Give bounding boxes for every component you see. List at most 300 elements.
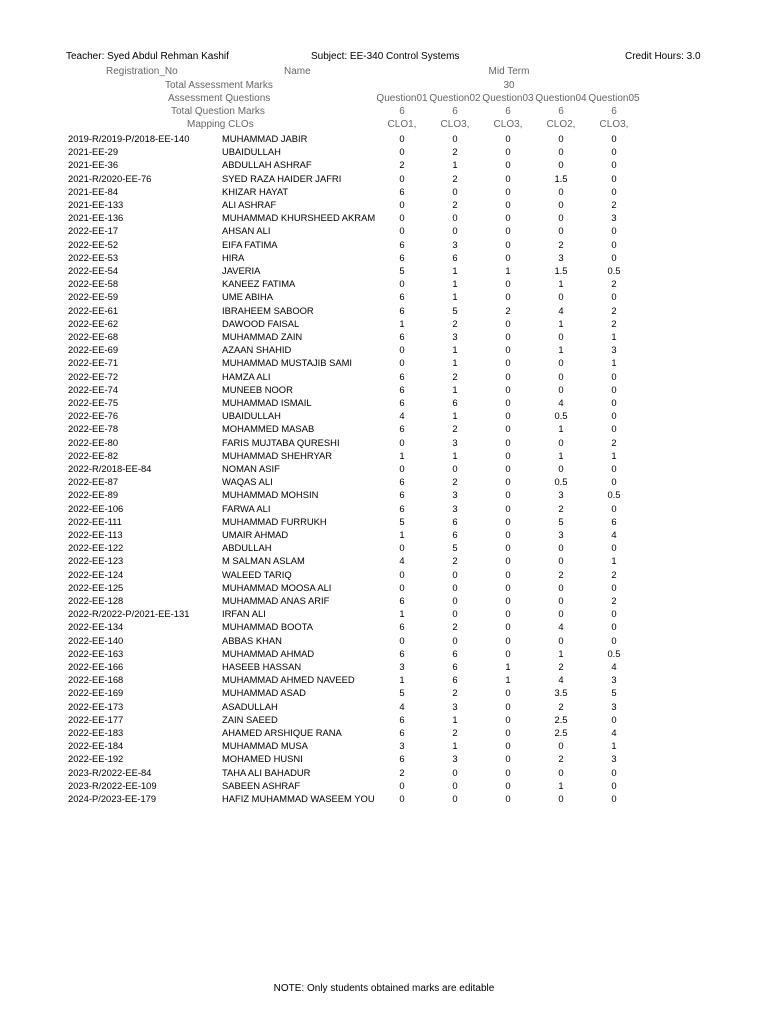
mid-term-label: Mid Term xyxy=(488,66,530,77)
mark-cell-q5[interactable]: 0 xyxy=(611,608,617,620)
mark-cell-q5[interactable]: 4 xyxy=(611,529,617,540)
mark-cell-q2[interactable]: 6 xyxy=(452,251,458,263)
registration-cell: 2022-EE-125 xyxy=(68,581,124,593)
mark-cell-q1[interactable]: 1 xyxy=(399,608,405,620)
registration-cell: 2022-EE-78 xyxy=(68,423,119,435)
mark-cell-q3[interactable]: 0 xyxy=(505,185,511,197)
mark-cell-q3[interactable]: 0 xyxy=(505,700,511,712)
mark-cell-q1[interactable]: 6 xyxy=(399,476,405,488)
mark-cell-q2[interactable]: 0 xyxy=(452,581,458,593)
registration-cell: 2022-EE-72 xyxy=(68,370,119,382)
mark-cell-q5[interactable]: 0 xyxy=(611,238,617,250)
mark-cell-q4[interactable]: 0 xyxy=(558,291,564,303)
mark-cell-q3[interactable]: 0 xyxy=(505,713,511,725)
mark-cell-q3[interactable]: 0 xyxy=(505,581,511,593)
mark-cell-q2[interactable]: 1 xyxy=(452,278,458,290)
mark-cell-q3[interactable]: 0 xyxy=(505,529,511,540)
mark-cell-q4[interactable]: 3 xyxy=(558,529,564,540)
registration-column-header: Registration_No xyxy=(106,66,178,77)
mark-cell-q2[interactable]: 3 xyxy=(452,331,458,342)
mark-cell-q2[interactable]: 0 xyxy=(452,568,458,580)
mark-cell-q4[interactable]: 1 xyxy=(558,344,564,356)
registration-cell: 2022-EE-173 xyxy=(68,700,124,712)
mark-cell-q4[interactable]: 5 xyxy=(558,515,564,527)
mark-cell-q3[interactable]: 2 xyxy=(505,304,511,316)
name-cell: SABEEN ASHRAF xyxy=(222,779,301,791)
mark-cell-q2[interactable]: 1 xyxy=(452,383,458,395)
mark-cell-q3[interactable]: 0 xyxy=(505,172,511,184)
mark-cell-q3[interactable]: 1 xyxy=(505,661,511,672)
mark-cell-q5[interactable]: 0 xyxy=(611,766,617,778)
registration-cell: 2023-R/2022-EE-109 xyxy=(68,779,157,791)
mark-cell-q5[interactable]: 0 xyxy=(611,713,617,725)
mark-cell-q2[interactable]: 2 xyxy=(452,476,458,488)
mark-cell-q1[interactable]: 0 xyxy=(399,463,405,474)
mark-cell-q3[interactable]: 0 xyxy=(505,133,511,144)
name-cell: KANEEZ FATIMA xyxy=(222,278,296,290)
mark-cell-q5[interactable]: 0 xyxy=(611,133,617,144)
mark-cell-q2[interactable]: 6 xyxy=(452,397,458,408)
mark-cell-q4[interactable]: 0 xyxy=(558,595,564,606)
mark-cell-q5[interactable]: 0 xyxy=(611,410,617,422)
mark-cell-q2[interactable]: 0 xyxy=(452,793,458,804)
mark-cell-q1[interactable]: 0 xyxy=(399,212,405,224)
mark-cell-q3[interactable]: 0 xyxy=(505,687,511,699)
mark-cell-q4[interactable]: 4 xyxy=(558,304,564,316)
mark-cell-q1[interactable]: 6 xyxy=(399,621,405,633)
name-cell: HAFIZ MUHAMMAD WASEEM YOU xyxy=(222,793,375,804)
mark-cell-q5[interactable]: 2 xyxy=(611,304,617,316)
mark-cell-q2[interactable]: 2 xyxy=(452,621,458,633)
mark-cell-q5[interactable]: 0.5 xyxy=(607,265,621,276)
mark-cell-q1[interactable]: 4 xyxy=(399,555,405,567)
mark-cell-q5[interactable]: 3 xyxy=(611,344,617,356)
mark-cell-q2[interactable]: 2 xyxy=(452,727,458,738)
question-clo: CLO3, xyxy=(440,119,470,130)
mark-cell-q1[interactable]: 6 xyxy=(399,238,405,250)
mark-cell-q3[interactable]: 0 xyxy=(505,370,511,382)
mark-cell-q2[interactable]: 0 xyxy=(452,634,458,646)
mark-cell-q5[interactable]: 0 xyxy=(611,621,617,633)
mark-cell-q3[interactable]: 1 xyxy=(505,674,511,686)
registration-cell: 2021-R/2020-EE-76 xyxy=(68,172,152,184)
mark-cell-q1[interactable]: 6 xyxy=(399,595,405,606)
mark-cell-q3[interactable]: 0 xyxy=(505,634,511,646)
mark-cell-q4[interactable]: 0 xyxy=(558,581,564,593)
mark-cell-q5[interactable]: 0 xyxy=(611,172,617,184)
name-cell: UBAIDULLAH xyxy=(222,410,281,422)
mark-cell-q4[interactable]: 1 xyxy=(558,317,564,329)
mark-cell-q1[interactable]: 4 xyxy=(399,410,405,422)
mark-cell-q5[interactable]: 4 xyxy=(611,661,617,672)
mark-cell-q4[interactable]: 0 xyxy=(558,542,564,554)
mark-cell-q3[interactable]: 0 xyxy=(505,568,511,580)
mark-cell-q2[interactable]: 1 xyxy=(452,740,458,752)
mark-cell-q4[interactable]: 0 xyxy=(558,608,564,620)
registration-cell: 2022-EE-58 xyxy=(68,278,119,290)
mark-cell-q4[interactable]: 2 xyxy=(558,700,564,712)
mark-cell-q5[interactable]: 0 xyxy=(611,370,617,382)
mark-cell-q2[interactable]: 2 xyxy=(452,146,458,158)
mark-cell-q1[interactable]: 5 xyxy=(399,515,405,527)
mark-cell-q1[interactable]: 5 xyxy=(399,687,405,699)
mark-cell-q5[interactable]: 2 xyxy=(611,278,617,290)
name-cell: ALI ASHRAF xyxy=(222,199,277,210)
mark-cell-q2[interactable]: 6 xyxy=(452,515,458,527)
mark-cell-q2[interactable]: 0 xyxy=(452,212,458,224)
mark-cell-q4[interactable]: 4 xyxy=(558,674,564,686)
mark-cell-q4[interactable]: 0 xyxy=(558,766,564,778)
mark-cell-q3[interactable]: 0 xyxy=(505,199,511,210)
mark-cell-q3[interactable]: 0 xyxy=(505,463,511,474)
mark-cell-q4[interactable]: 1 xyxy=(558,779,564,791)
mark-cell-q1[interactable]: 4 xyxy=(399,700,405,712)
mark-cell-q4[interactable]: 0 xyxy=(558,793,564,804)
mark-cell-q5[interactable]: 6 xyxy=(611,515,617,527)
mark-cell-q4[interactable]: 2.5 xyxy=(554,727,568,738)
mark-cell-q5[interactable]: 2 xyxy=(611,317,617,329)
mark-cell-q1[interactable]: 3 xyxy=(399,740,405,752)
mark-cell-q4[interactable]: 2 xyxy=(558,661,564,672)
mark-cell-q2[interactable]: 2 xyxy=(452,423,458,435)
registration-cell: 2022-EE-106 xyxy=(68,502,124,514)
registration-cell: 2022-EE-166 xyxy=(68,661,124,672)
mark-cell-q4[interactable]: 0 xyxy=(558,634,564,646)
mark-cell-q2[interactable]: 0 xyxy=(452,463,458,474)
mark-cell-q5[interactable]: 3 xyxy=(611,674,617,686)
mark-cell-q1[interactable]: 6 xyxy=(399,423,405,435)
mark-cell-q2[interactable]: 1 xyxy=(452,344,458,356)
mark-cell-q5[interactable]: 0 xyxy=(611,251,617,263)
mark-cell-q3[interactable]: 0 xyxy=(505,489,511,501)
mark-cell-q1[interactable]: 0 xyxy=(399,133,405,144)
registration-cell: 2024-P/2023-EE-179 xyxy=(68,793,157,804)
mark-cell-q2[interactable]: 1 xyxy=(452,449,458,461)
mark-cell-q4[interactable]: 2 xyxy=(558,238,564,250)
mark-cell-q1[interactable]: 1 xyxy=(399,674,405,686)
total-assessment-value: 30 xyxy=(503,80,515,91)
mark-cell-q1[interactable]: 0 xyxy=(399,199,405,210)
mark-cell-q1[interactable]: 0 xyxy=(399,146,405,158)
mark-cell-q1[interactable]: 0 xyxy=(399,278,405,290)
mark-cell-q1[interactable]: 6 xyxy=(399,753,405,765)
registration-cell: 2022-EE-17 xyxy=(68,225,119,237)
mark-cell-q3[interactable]: 0 xyxy=(505,436,511,448)
mark-cell-q1[interactable]: 6 xyxy=(399,331,405,342)
mark-cell-q2[interactable]: 3 xyxy=(452,502,458,514)
mark-cell-q1[interactable]: 6 xyxy=(399,370,405,382)
mark-cell-q2[interactable]: 2 xyxy=(452,199,458,210)
mark-cell-q4[interactable]: 2.5 xyxy=(554,713,568,725)
mark-cell-q5[interactable]: 1 xyxy=(611,555,617,567)
mark-cell-q1[interactable]: 6 xyxy=(399,713,405,725)
mark-cell-q3[interactable]: 0 xyxy=(505,146,511,158)
mark-cell-q4[interactable]: 0 xyxy=(558,159,564,171)
mark-cell-q3[interactable]: 0 xyxy=(505,595,511,606)
mark-cell-q3[interactable]: 1 xyxy=(505,265,511,276)
mark-cell-q2[interactable]: 3 xyxy=(452,700,458,712)
mark-cell-q1[interactable]: 0 xyxy=(399,634,405,646)
mark-cell-q2[interactable]: 3 xyxy=(452,489,458,501)
mark-cell-q2[interactable]: 0 xyxy=(452,779,458,791)
mark-cell-q3[interactable]: 0 xyxy=(505,291,511,303)
mark-cell-q1[interactable]: 6 xyxy=(399,291,405,303)
registration-cell: 2022-EE-89 xyxy=(68,489,119,501)
registration-cell: 2022-EE-192 xyxy=(68,753,124,765)
mark-cell-q2[interactable]: 6 xyxy=(452,674,458,686)
mark-cell-q5[interactable]: 0 xyxy=(611,185,617,197)
mark-cell-q4[interactable]: 3 xyxy=(558,251,564,263)
mark-cell-q3[interactable]: 0 xyxy=(505,502,511,514)
mark-cell-q5[interactable]: 0 xyxy=(611,502,617,514)
mark-cell-q3[interactable]: 0 xyxy=(505,251,511,263)
mark-cell-q5[interactable]: 0 xyxy=(611,476,617,488)
registration-cell: 2022-R/2022-P/2021-EE-131 xyxy=(68,608,190,620)
mark-cell-q1[interactable]: 0 xyxy=(399,357,405,369)
mark-cell-q1[interactable]: 0 xyxy=(399,436,405,448)
mark-cell-q5[interactable]: 0 xyxy=(611,779,617,791)
name-cell: UMAIR AHMAD xyxy=(222,529,289,540)
mark-cell-q4[interactable]: 1 xyxy=(558,449,564,461)
mark-cell-q2[interactable]: 6 xyxy=(452,661,458,672)
mark-cell-q4[interactable]: 2 xyxy=(558,568,564,580)
mark-cell-q5[interactable]: 0 xyxy=(611,291,617,303)
name-cell: ZAIN SAEED xyxy=(222,713,278,725)
mark-cell-q5[interactable]: 5 xyxy=(611,687,617,699)
name-cell: MUHAMMAD AHMED NAVEED xyxy=(222,674,355,686)
mark-cell-q3[interactable]: 0 xyxy=(505,410,511,422)
mark-cell-q3[interactable]: 0 xyxy=(505,779,511,791)
mark-cell-q4[interactable]: 0 xyxy=(558,331,564,342)
mark-cell-q5[interactable]: 2 xyxy=(611,595,617,606)
mark-cell-q3[interactable]: 0 xyxy=(505,621,511,633)
mark-cell-q4[interactable]: 0 xyxy=(558,740,564,752)
registration-cell: 2022-EE-163 xyxy=(68,647,124,659)
mark-cell-q3[interactable]: 0 xyxy=(505,383,511,395)
mark-cell-q4[interactable]: 0.5 xyxy=(554,410,568,422)
mark-cell-q5[interactable]: 0 xyxy=(611,383,617,395)
mark-cell-q2[interactable]: 1 xyxy=(452,291,458,303)
mark-cell-q4[interactable]: 1 xyxy=(558,423,564,435)
mark-cell-q4[interactable]: 0 xyxy=(558,555,564,567)
mark-cell-q1[interactable]: 0 xyxy=(399,568,405,580)
mark-cell-q2[interactable]: 0 xyxy=(452,608,458,620)
mark-cell-q5[interactable]: 0 xyxy=(611,146,617,158)
name-cell: MUHAMMAD MUSA xyxy=(222,740,308,752)
mark-cell-q5[interactable]: 0 xyxy=(611,793,617,804)
mark-cell-q2[interactable]: 5 xyxy=(452,304,458,316)
mark-cell-q2[interactable]: 2 xyxy=(452,370,458,382)
mark-cell-q5[interactable]: 0 xyxy=(611,397,617,408)
mark-cell-q2[interactable]: 6 xyxy=(452,647,458,659)
mark-cell-q3[interactable]: 0 xyxy=(505,397,511,408)
mark-cell-q4[interactable]: 0 xyxy=(558,436,564,448)
mark-cell-q1[interactable]: 6 xyxy=(399,304,405,316)
mark-cell-q5[interactable]: 1 xyxy=(611,331,617,342)
mark-cell-q1[interactable]: 2 xyxy=(399,766,405,778)
mark-cell-q3[interactable]: 0 xyxy=(505,225,511,237)
registration-cell: 2022-EE-183 xyxy=(68,727,124,738)
mark-cell-q4[interactable]: 0 xyxy=(558,146,564,158)
mark-cell-q1[interactable]: 3 xyxy=(399,661,405,672)
mark-cell-q2[interactable]: 3 xyxy=(452,753,458,765)
mark-cell-q1[interactable]: 0 xyxy=(399,225,405,237)
mark-cell-q4[interactable]: 0 xyxy=(558,463,564,474)
registration-cell: 2022-EE-68 xyxy=(68,331,119,342)
mark-cell-q4[interactable]: 1 xyxy=(558,647,564,659)
mark-cell-q1[interactable]: 5 xyxy=(399,265,405,276)
name-cell: MUHAMMAD FURRUKH xyxy=(222,515,327,527)
mark-cell-q4[interactable]: 4 xyxy=(558,397,564,408)
mark-cell-q5[interactable]: 0 xyxy=(611,542,617,554)
question-clo: CLO1, xyxy=(387,119,417,130)
question-clo: CLO3, xyxy=(599,119,629,130)
mark-cell-q4[interactable]: 0 xyxy=(558,185,564,197)
mark-cell-q4[interactable]: 0 xyxy=(558,212,564,224)
mark-cell-q1[interactable]: 6 xyxy=(399,489,405,501)
mark-cell-q2[interactable]: 2 xyxy=(452,687,458,699)
mark-cell-q5[interactable]: 0.5 xyxy=(607,647,621,659)
mark-cell-q5[interactable]: 2 xyxy=(611,568,617,580)
mark-cell-q1[interactable]: 1 xyxy=(399,317,405,329)
mark-cell-q5[interactable]: 2 xyxy=(611,199,617,210)
mark-cell-q3[interactable]: 0 xyxy=(505,238,511,250)
mark-cell-q5[interactable]: 0 xyxy=(611,225,617,237)
mark-cell-q1[interactable]: 2 xyxy=(399,159,405,171)
subject-label: Subject: EE-340 Control Systems xyxy=(311,51,460,62)
mark-cell-q2[interactable]: 1 xyxy=(452,265,458,276)
question-clo: CLO2, xyxy=(546,119,576,130)
name-cell: UME ABIHA xyxy=(222,291,274,303)
mark-cell-q5[interactable]: 4 xyxy=(611,727,617,738)
mark-cell-q4[interactable]: 0 xyxy=(558,133,564,144)
mark-cell-q4[interactable]: 0 xyxy=(558,370,564,382)
mark-cell-q5[interactable]: 0 xyxy=(611,581,617,593)
mark-cell-q3[interactable]: 0 xyxy=(505,766,511,778)
mark-cell-q1[interactable]: 6 xyxy=(399,185,405,197)
mark-cell-q1[interactable]: 1 xyxy=(399,529,405,540)
mark-cell-q1[interactable]: 6 xyxy=(399,727,405,738)
mark-cell-q1[interactable]: 0 xyxy=(399,793,405,804)
mark-cell-q3[interactable]: 0 xyxy=(505,278,511,290)
mark-cell-q3[interactable]: 0 xyxy=(505,212,511,224)
mark-cell-q3[interactable]: 0 xyxy=(505,647,511,659)
mark-cell-q5[interactable]: 2 xyxy=(611,436,617,448)
mark-cell-q1[interactable]: 0 xyxy=(399,542,405,554)
mark-cell-q5[interactable]: 3 xyxy=(611,212,617,224)
mark-cell-q3[interactable]: 0 xyxy=(505,317,511,329)
name-cell: FARWA ALI xyxy=(222,502,271,514)
mark-cell-q2[interactable]: 1 xyxy=(452,713,458,725)
mark-cell-q3[interactable]: 0 xyxy=(505,423,511,435)
mark-cell-q5[interactable]: 1 xyxy=(611,449,617,461)
name-cell: UBAIDULLAH xyxy=(222,146,281,158)
mark-cell-q1[interactable]: 0 xyxy=(399,344,405,356)
mark-cell-q3[interactable]: 0 xyxy=(505,727,511,738)
mark-cell-q2[interactable]: 2 xyxy=(452,317,458,329)
mark-cell-q5[interactable]: 0 xyxy=(611,423,617,435)
mark-cell-q2[interactable]: 0 xyxy=(452,225,458,237)
name-cell: MUHAMMAD SHEHRYAR xyxy=(222,449,333,461)
mark-cell-q3[interactable]: 0 xyxy=(505,344,511,356)
mark-cell-q5[interactable]: 3 xyxy=(611,753,617,765)
mark-cell-q1[interactable]: 0 xyxy=(399,581,405,593)
mark-cell-q4[interactable]: 0 xyxy=(558,357,564,369)
mark-cell-q2[interactable]: 0 xyxy=(452,133,458,144)
mark-cell-q2[interactable]: 6 xyxy=(452,529,458,540)
mark-cell-q4[interactable]: 3 xyxy=(558,489,564,501)
mark-cell-q5[interactable]: 3 xyxy=(611,700,617,712)
mark-cell-q5[interactable]: 1 xyxy=(611,357,617,369)
name-cell: MOHAMMED MASAB xyxy=(222,423,315,435)
mark-cell-q4[interactable]: 0 xyxy=(558,199,564,210)
mark-cell-q2[interactable]: 1 xyxy=(452,410,458,422)
mark-cell-q2[interactable]: 3 xyxy=(452,436,458,448)
mark-cell-q1[interactable]: 1 xyxy=(399,449,405,461)
mark-cell-q1[interactable]: 6 xyxy=(399,397,405,408)
mark-cell-q5[interactable]: 0 xyxy=(611,159,617,171)
mark-cell-q3[interactable]: 0 xyxy=(505,159,511,171)
mark-cell-q4[interactable]: 3.5 xyxy=(554,687,568,699)
mark-cell-q2[interactable]: 2 xyxy=(452,555,458,567)
mark-cell-q4[interactable]: 1.5 xyxy=(554,172,568,184)
mark-cell-q2[interactable]: 3 xyxy=(452,238,458,250)
mark-cell-q3[interactable]: 0 xyxy=(505,740,511,752)
mark-cell-q5[interactable]: 1 xyxy=(611,740,617,752)
mark-cell-q3[interactable]: 0 xyxy=(505,476,511,488)
mark-cell-q2[interactable]: 0 xyxy=(452,595,458,606)
mark-cell-q2[interactable]: 0 xyxy=(452,766,458,778)
mark-cell-q2[interactable]: 0 xyxy=(452,185,458,197)
name-cell: MUHAMMAD ZAIN xyxy=(222,331,303,342)
mark-cell-q1[interactable]: 6 xyxy=(399,383,405,395)
mark-cell-q3[interactable]: 0 xyxy=(505,608,511,620)
registration-cell: 2021-EE-84 xyxy=(68,185,119,197)
mark-cell-q4[interactable]: 2 xyxy=(558,502,564,514)
mark-cell-q2[interactable]: 1 xyxy=(452,159,458,171)
credit-hours-label: Credit Hours: 3.0 xyxy=(625,51,701,62)
mark-cell-q3[interactable]: 0 xyxy=(505,449,511,461)
mark-cell-q4[interactable]: 0.5 xyxy=(554,476,568,488)
mark-cell-q4[interactable]: 1 xyxy=(558,278,564,290)
mark-cell-q3[interactable]: 0 xyxy=(505,357,511,369)
mark-cell-q4[interactable]: 4 xyxy=(558,621,564,633)
mark-cell-q2[interactable]: 2 xyxy=(452,172,458,184)
mark-cell-q1[interactable]: 6 xyxy=(399,502,405,514)
mark-cell-q1[interactable]: 6 xyxy=(399,647,405,659)
mark-cell-q4[interactable]: 1.5 xyxy=(554,265,568,276)
mark-cell-q5[interactable]: 0 xyxy=(611,463,617,474)
mark-cell-q1[interactable]: 0 xyxy=(399,779,405,791)
mark-cell-q3[interactable]: 0 xyxy=(505,555,511,567)
mark-cell-q3[interactable]: 0 xyxy=(505,753,511,765)
mark-cell-q1[interactable]: 6 xyxy=(399,251,405,263)
mark-cell-q5[interactable]: 0 xyxy=(611,634,617,646)
mark-cell-q2[interactable]: 5 xyxy=(452,542,458,554)
mark-cell-q4[interactable]: 0 xyxy=(558,383,564,395)
mark-cell-q4[interactable]: 2 xyxy=(558,753,564,765)
mark-cell-q1[interactable]: 0 xyxy=(399,172,405,184)
mark-cell-q2[interactable]: 1 xyxy=(452,357,458,369)
mark-cell-q5[interactable]: 0.5 xyxy=(607,489,621,501)
mark-cell-q3[interactable]: 0 xyxy=(505,515,511,527)
mark-cell-q3[interactable]: 0 xyxy=(505,793,511,804)
name-cell: ABDULLAH xyxy=(222,542,272,554)
mark-cell-q4[interactable]: 0 xyxy=(558,225,564,237)
mark-cell-q3[interactable]: 0 xyxy=(505,542,511,554)
registration-cell: 2022-EE-76 xyxy=(68,410,119,422)
mark-cell-q3[interactable]: 0 xyxy=(505,331,511,342)
